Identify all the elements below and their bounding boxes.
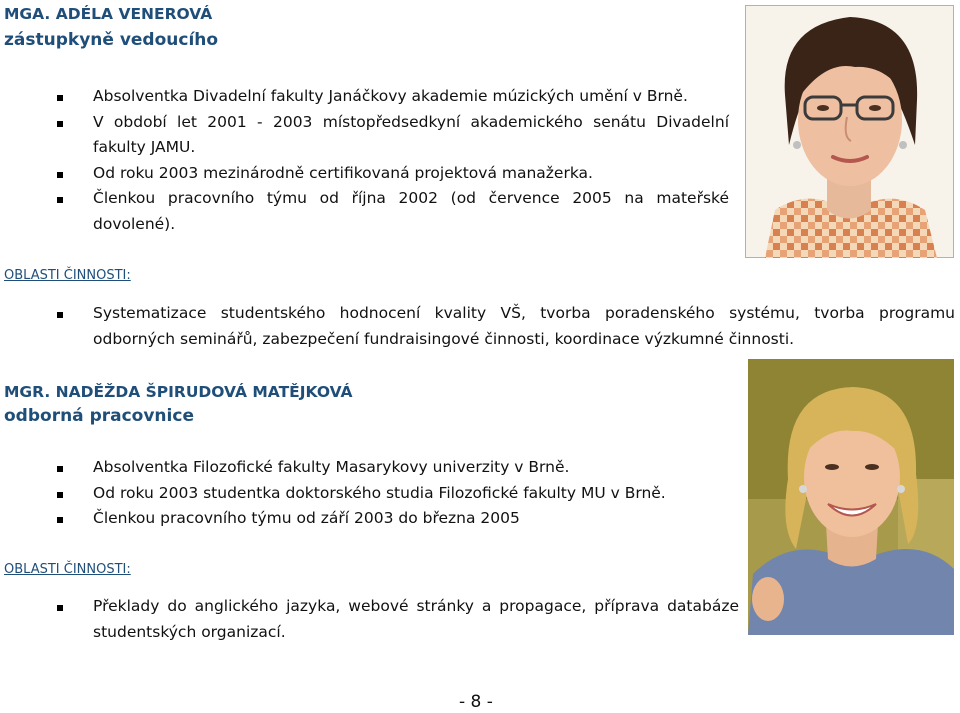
person1-bullet-list xyxy=(57,84,729,237)
list-item: Od roku 2003 studentka doktorského studia Filozofické fakulty MU v Brně. xyxy=(57,481,729,507)
person2-area-list xyxy=(57,594,739,645)
list-item: Systematizace studentského hodnocení kvality VŠ, tvorba poradenského systému, tvorba programu odborných seminářů, zabezpečení fundraisingové činnosti, koordinace výzkumné činnosti. xyxy=(57,301,955,352)
list-item: V období let 2001 - 2003 místopředsedkyní akademického senátu Divadelní fakulty JAMU. xyxy=(57,110,729,161)
person2-name: MGR. NADĚŽDA ŠPIRUDOVÁ MATĚJKOVÁ xyxy=(4,383,353,401)
list-item: Od roku 2003 mezinárodně certifikovaná projektová manažerka. xyxy=(57,161,729,187)
list-item: Absolventka Filozofické fakulty Masarykovy univerzity v Brně. xyxy=(57,455,729,481)
list-item: Členkou pracovního týmu od října 2002 (od července 2005 na mateřské dovolené). xyxy=(57,186,729,237)
person2-area-heading: OBLASTI ČINNOSTI: xyxy=(4,562,131,577)
person1-area-heading: OBLASTI ČINNOSTI: xyxy=(4,268,131,283)
person2-bullet-list xyxy=(57,455,729,532)
person1-role: zástupkyně vedoucího xyxy=(4,30,219,50)
page-number: - 8 - xyxy=(459,692,493,712)
list-item: Členkou pracovního týmu od září 2003 do března 2005 xyxy=(57,506,729,532)
person1-name: MGA. ADÉLA VENEROVÁ xyxy=(4,5,213,23)
person2-photo xyxy=(748,359,954,635)
person1-area-list xyxy=(57,301,955,352)
person2-role: odborná pracovnice xyxy=(4,406,194,426)
person1-photo xyxy=(745,5,954,258)
list-item: Absolventka Divadelní fakulty Janáčkovy akademie múzických umění v Brně. xyxy=(57,84,729,110)
list-item: Překlady do anglického jazyka, webové stránky a propagace, příprava databáze studentských organizací. xyxy=(57,594,739,645)
